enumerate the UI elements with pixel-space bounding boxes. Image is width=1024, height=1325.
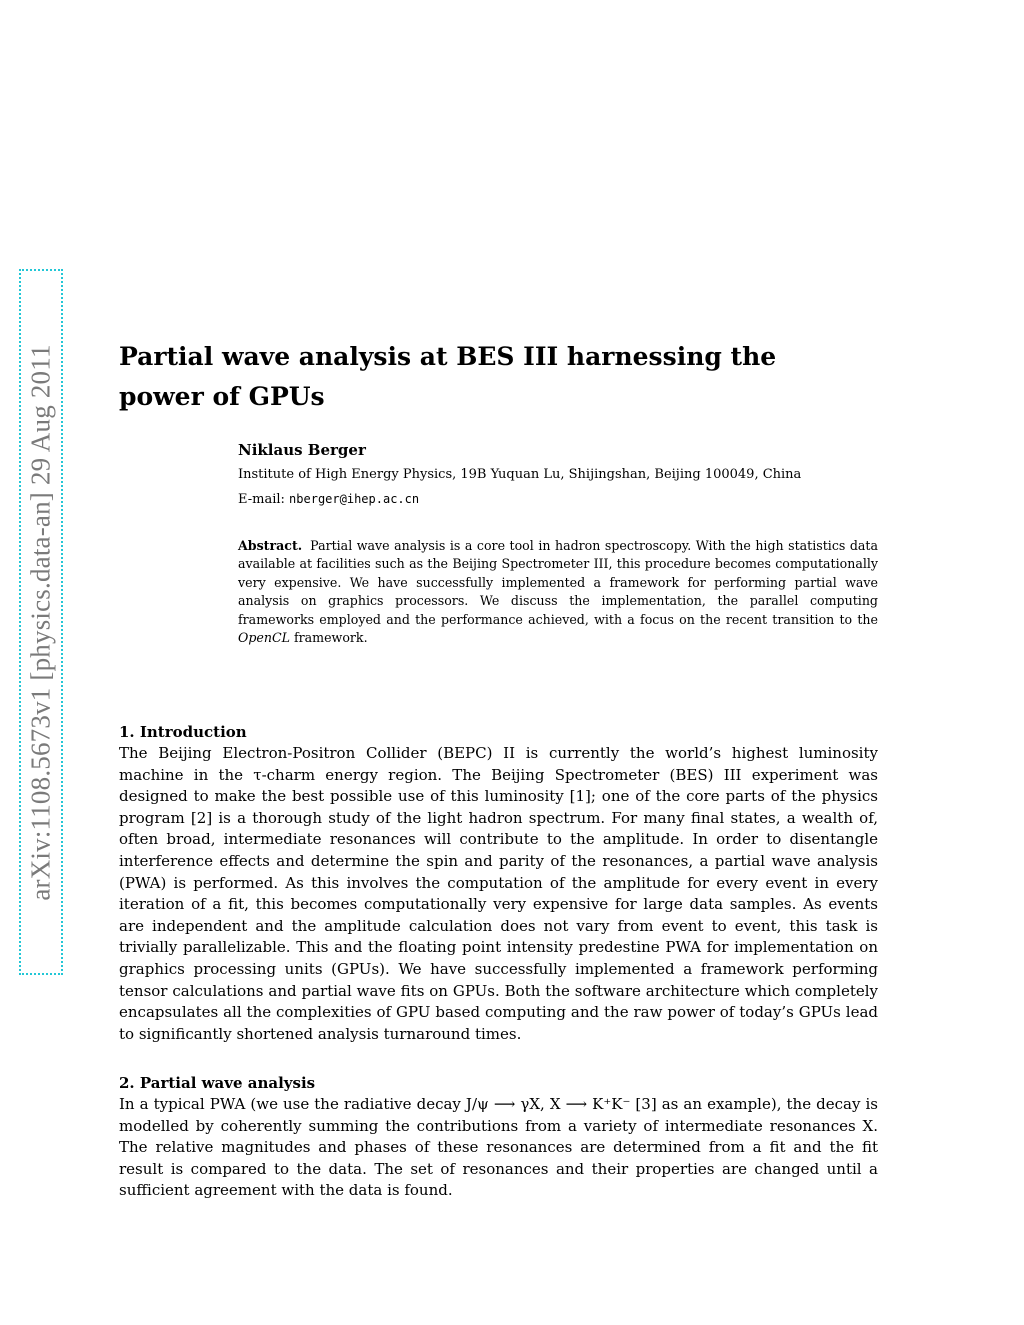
- abstract: [238, 537, 878, 647]
- section-body: The Beijing Electron-Positron Collider (BEPC) II is currently the world’s highest luminosity machine in the τ-charm energy region. The Beijing Spectrometer (BES) III experiment was designed to make the best possible use of this luminosity [1]; one of the core parts of the physics program [2] is a thorough study of the light hadron spectrum. For many final states, a wealth of, often broad, intermediate resonances will contribute to the amplitude. In order to disentangle interference effects and determine the spin and parity of the resonances, a partial wave analysis (PWA) is performed. As this involves the computation of the amplitude for every event in every iteration of a fit, this becomes computationally very expensive for large data samples. As events are independent and the amplitude calculation does not vary from event to event, this task is trivially parallelizable. This and the floating point intensity predestine PWA for implementation on graphics processing units (GPUs). We have successfully implemented a framework performing tensor calculations and partial wave fits on GPUs. Both the software architecture which completely encapsulates all the complexities of GPU based computing and the raw power of today’s GPUs lead to significantly shortened analysis turnaround times.: [119, 744, 878, 1043]
- section-partial-wave-analysis: [119, 1072, 878, 1202]
- author-affiliation: Institute of High Energy Physics, 19B Yuquan Lu, Shijingshan, Beijing 100049, China: [238, 467, 802, 482]
- section-heading: 1. Introduction: [119, 723, 247, 741]
- section-introduction: [119, 721, 878, 1045]
- arxiv-identifier: arXiv:1108.5673v1 [physics.data-an] 29 Aug 2011: [25, 343, 56, 901]
- abstract-text: Partial wave analysis is a core tool in hadron spectroscopy. With the high statistics data available at facilities such as the Beijing Spectrometer III, this procedure becomes computationally very expensive. We have successfully implemented a framework for performing partial wave analysis on graphics processors. We discuss the implementation, the parallel computing frameworks employed and the performance achieved, with a focus on the recent transition to the: [238, 538, 878, 627]
- email-line: [238, 492, 878, 507]
- arxiv-sidebar-stamp: [19, 269, 63, 975]
- email-label: E-mail:: [238, 492, 285, 507]
- abstract-text-end: framework.: [293, 630, 368, 646]
- abstract-opencl: OpenCL: [238, 630, 290, 646]
- section-body: In a typical PWA (we use the radiative decay J/ψ ⟶ γX, X ⟶ K⁺K⁻ [3] as an example), the decay is modelled by coherently summing the contributions from a variety of intermediate resonances X. The relative magnitudes and phases of these resonances are determined from a fit and the fit result is compared to the data. The set of resonances and their properties are changed until a sufficient agreement with the data is found.: [119, 1095, 878, 1200]
- abstract-label: Abstract.: [238, 538, 303, 553]
- email-address[interactable]: nberger@ihep.ac.cn: [289, 492, 420, 506]
- paper-title: Partial wave analysis at BES III harnessing the power of GPUs: [119, 342, 777, 411]
- author-block: [238, 441, 878, 507]
- author-name: Niklaus Berger: [238, 441, 366, 459]
- section-heading: 2. Partial wave analysis: [119, 1074, 316, 1092]
